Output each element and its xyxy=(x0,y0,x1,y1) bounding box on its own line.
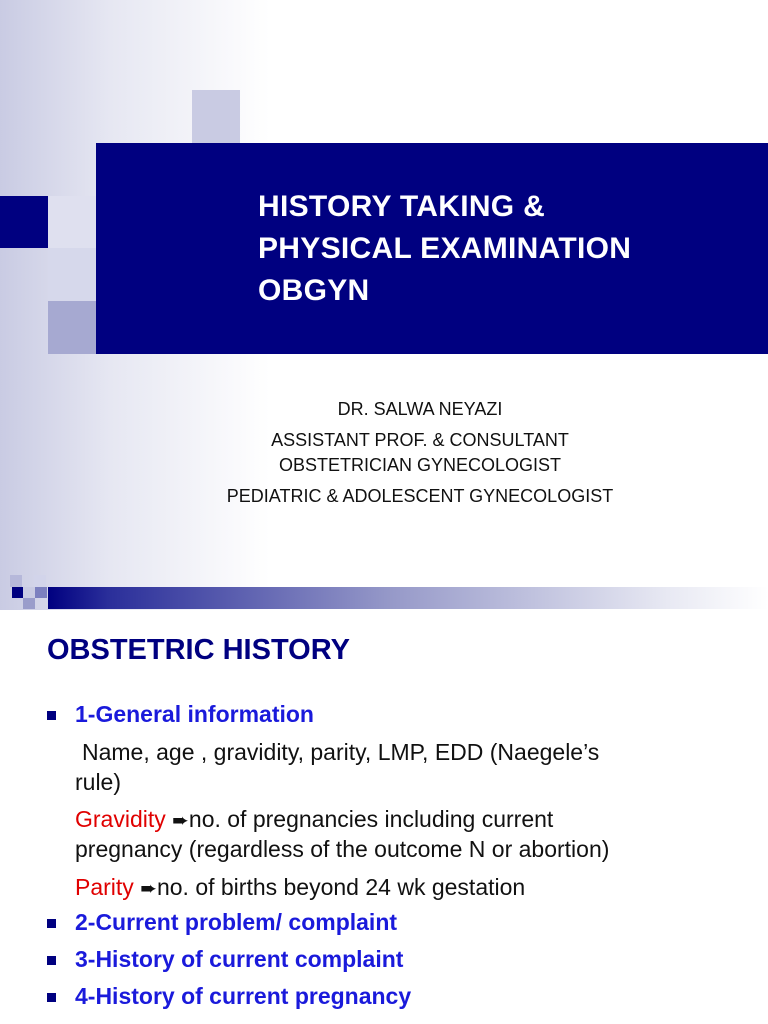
author-position: ASSISTANT PROF. & CONSULTANT xyxy=(271,430,569,450)
arrow-right-icon: ➨ xyxy=(140,878,157,900)
body-text: Name, age , gravidity, parity, LMP, EDD (Naegele’s xyxy=(82,739,600,765)
decor-square xyxy=(12,587,23,598)
decor-square xyxy=(34,575,46,587)
bullet-label: 3-History of current complaint xyxy=(75,946,404,972)
title-line: OBGYN xyxy=(258,274,370,307)
definition-line xyxy=(75,874,525,901)
decor-square xyxy=(0,196,48,248)
bullet-label: 1-General information xyxy=(75,701,314,727)
definition-text: no. of births beyond 24 wk gestation xyxy=(156,874,526,900)
decor-square xyxy=(35,587,47,598)
decor-square xyxy=(23,598,35,609)
term-gravidity: Gravidity xyxy=(75,806,166,832)
author-subspecialty: PEDIATRIC & ADOLESCENT GYNECOLOGIST xyxy=(226,486,614,506)
decor-square xyxy=(48,248,96,301)
bullet-square-icon xyxy=(47,993,56,1002)
bullet-square-icon xyxy=(47,956,56,965)
term-parity: Parity xyxy=(75,874,134,900)
obstetric-history-slide xyxy=(0,610,768,1024)
bullet-label: 2-Current problem/ complaint xyxy=(75,909,398,935)
decor-square xyxy=(48,301,96,354)
bullet-square-icon xyxy=(47,711,56,720)
decor-square xyxy=(23,587,35,598)
slide-heading: OBSTETRIC HISTORY xyxy=(47,634,350,666)
body-text: rule) xyxy=(75,769,122,795)
author-block xyxy=(150,397,690,509)
definition-line xyxy=(75,806,553,833)
definition-text: no. of pregnancies including current xyxy=(188,806,554,832)
decor-square xyxy=(192,90,240,143)
decor-square xyxy=(10,575,22,587)
body-text: pregnancy (regardless of the outcome N or abortion) xyxy=(75,836,610,862)
author-name: DR. SALWA NEYAZI xyxy=(337,399,503,419)
title-line: HISTORY TAKING & xyxy=(258,190,546,223)
arrow-right-icon: ➨ xyxy=(172,810,189,832)
slide-title xyxy=(258,186,758,312)
decor-square xyxy=(48,196,96,248)
author-position: OBSTETRICIAN GYNECOLOGIST xyxy=(278,455,562,475)
divider-bar xyxy=(48,587,768,609)
bullet-square-icon xyxy=(47,919,56,928)
title-line: PHYSICAL EXAMINATION xyxy=(258,232,632,265)
bullet-label: 4-History of current pregnancy xyxy=(75,983,412,1009)
